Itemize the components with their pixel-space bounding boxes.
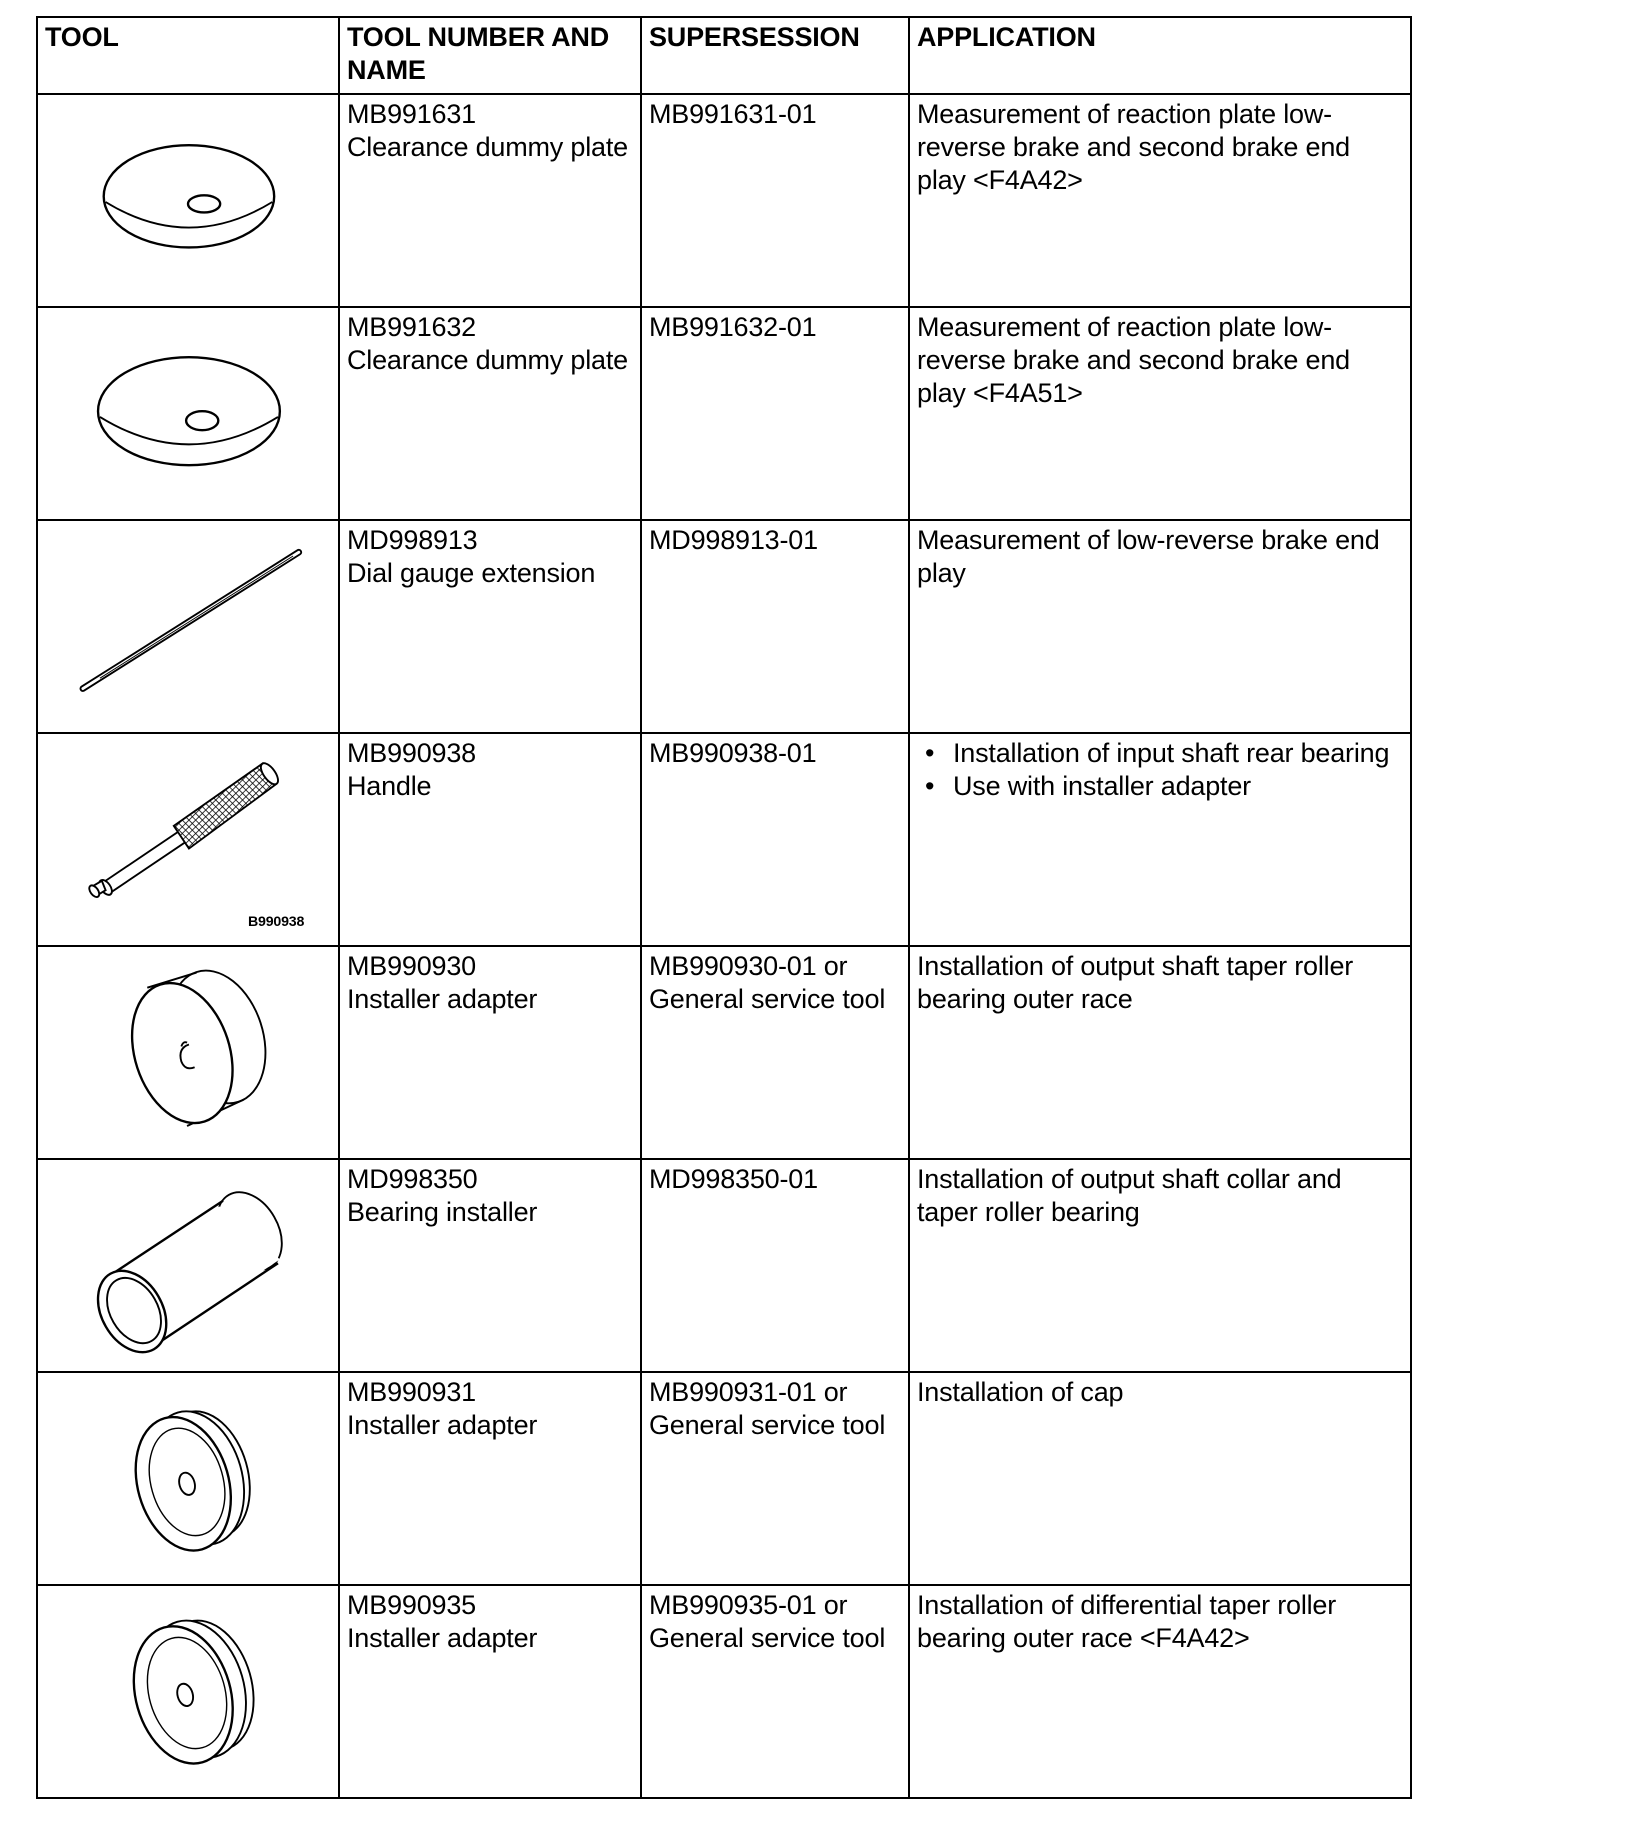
tool-illustration-cell xyxy=(37,733,339,946)
clearance-dummy-plate-illustration xyxy=(45,98,331,306)
supersession-text: General service tool xyxy=(649,984,886,1014)
tool-illustration-cell xyxy=(37,307,339,520)
supersession-text: MB991632-01 xyxy=(649,312,817,342)
tool-number-and-name-cell xyxy=(339,1585,641,1798)
application-bullet: • Installation of input shaft rear bearing xyxy=(953,737,1403,770)
tool-number: MB991632 xyxy=(347,312,476,342)
handle-illustration xyxy=(45,737,331,945)
installer-adapter-illustration xyxy=(45,950,331,1158)
application-bullet-list xyxy=(917,737,1403,803)
tool-illustration-cell xyxy=(37,1159,339,1372)
table-row xyxy=(37,733,1411,946)
installer-adapter-illustration xyxy=(45,1589,331,1797)
supersession-text: General service tool xyxy=(649,1410,886,1440)
tool-name: Installer adapter xyxy=(347,984,538,1014)
tool-name: Clearance dummy plate xyxy=(347,132,628,162)
application-cell xyxy=(909,733,1411,946)
tool-number: MB990930 xyxy=(347,951,476,981)
tool-illustration-cell xyxy=(37,1585,339,1798)
tool-illustration-cell xyxy=(37,946,339,1159)
application-text: Installation of output shaft taper roller bearing outer race xyxy=(917,951,1354,1014)
header-tool-number-and-name: TOOL NUMBER AND NAME xyxy=(339,17,641,94)
supersession-text: MB990931-01 or xyxy=(649,1377,848,1407)
tool-number: MB991631 xyxy=(347,99,476,129)
tool-number-and-name-cell xyxy=(339,1372,641,1585)
bearing-installer-illustration xyxy=(45,1163,331,1371)
tool-number: MD998913 xyxy=(347,525,478,555)
supersession-text: MD998913-01 xyxy=(649,525,818,555)
table-row xyxy=(37,307,1411,520)
table-row xyxy=(37,520,1411,733)
installer-adapter-illustration xyxy=(45,1376,331,1584)
tool-number-and-name-cell xyxy=(339,733,641,946)
supersession-cell xyxy=(641,307,909,520)
table-row xyxy=(37,1372,1411,1585)
tool-number: MB990931 xyxy=(347,1377,476,1407)
dial-gauge-extension-illustration xyxy=(45,524,331,732)
tool-number-and-name-cell xyxy=(339,946,641,1159)
application-cell xyxy=(909,94,1411,307)
application-text: Installation of differential taper roller bearing outer race <F4A42> xyxy=(917,1590,1337,1653)
tool-name: Dial gauge extension xyxy=(347,558,596,588)
supersession-cell xyxy=(641,733,909,946)
application-text: Installation of cap xyxy=(917,1377,1124,1407)
application-cell xyxy=(909,520,1411,733)
application-text: Installation of output shaft collar and taper roller bearing xyxy=(917,1164,1342,1227)
table-row xyxy=(37,946,1411,1159)
table-row xyxy=(37,1159,1411,1372)
clearance-dummy-plate-illustration xyxy=(45,311,331,519)
supersession-text: MB990938-01 xyxy=(649,738,817,768)
tool-illustration-cell xyxy=(37,1372,339,1585)
tool-illustration-cell xyxy=(37,94,339,307)
tool-number-and-name-cell xyxy=(339,520,641,733)
header-tool: TOOL xyxy=(37,17,339,94)
application-text: Measurement of low-reverse brake end play xyxy=(917,525,1380,588)
supersession-cell xyxy=(641,1159,909,1372)
special-tools-sheet xyxy=(36,16,1410,1799)
tool-number: MB990935 xyxy=(347,1590,476,1620)
application-cell xyxy=(909,1159,1411,1372)
header-supersession: SUPERSESSION xyxy=(641,17,909,94)
application-cell xyxy=(909,307,1411,520)
illustration-label: B990938 xyxy=(247,914,305,931)
supersession-text: MD998350-01 xyxy=(649,1164,818,1194)
table-row xyxy=(37,1585,1411,1798)
tool-number-and-name-cell xyxy=(339,1159,641,1372)
application-text: Measurement of reaction plate low-reverse brake and second brake end play <F4A51> xyxy=(917,312,1350,408)
supersession-text: MB991631-01 xyxy=(649,99,817,129)
supersession-text: General service tool xyxy=(649,1623,886,1653)
tool-name: Installer adapter xyxy=(347,1410,538,1440)
supersession-text: MB990930-01 or xyxy=(649,951,848,981)
application-cell xyxy=(909,1372,1411,1585)
tool-number-and-name-cell xyxy=(339,307,641,520)
application-bullet: • Use with installer adapter xyxy=(953,770,1403,803)
supersession-cell xyxy=(641,520,909,733)
tool-number: MD998350 xyxy=(347,1164,478,1194)
special-tools-table xyxy=(36,16,1412,1799)
supersession-cell xyxy=(641,94,909,307)
tool-number: MB990938 xyxy=(347,738,476,768)
supersession-cell xyxy=(641,1585,909,1798)
tool-name: Handle xyxy=(347,771,432,801)
tool-name: Installer adapter xyxy=(347,1623,538,1653)
tool-name: Clearance dummy plate xyxy=(347,345,628,375)
application-cell xyxy=(909,946,1411,1159)
header-application: APPLICATION xyxy=(909,17,1411,94)
header-row xyxy=(37,17,1411,94)
tool-number-and-name-cell xyxy=(339,94,641,307)
application-text: Measurement of reaction plate low-reverse brake and second brake end play <F4A42> xyxy=(917,99,1350,195)
tool-name: Bearing installer xyxy=(347,1197,538,1227)
table-row xyxy=(37,94,1411,307)
tool-illustration-cell xyxy=(37,520,339,733)
supersession-text: MB990935-01 or xyxy=(649,1590,848,1620)
supersession-cell xyxy=(641,946,909,1159)
supersession-cell xyxy=(641,1372,909,1585)
application-cell xyxy=(909,1585,1411,1798)
